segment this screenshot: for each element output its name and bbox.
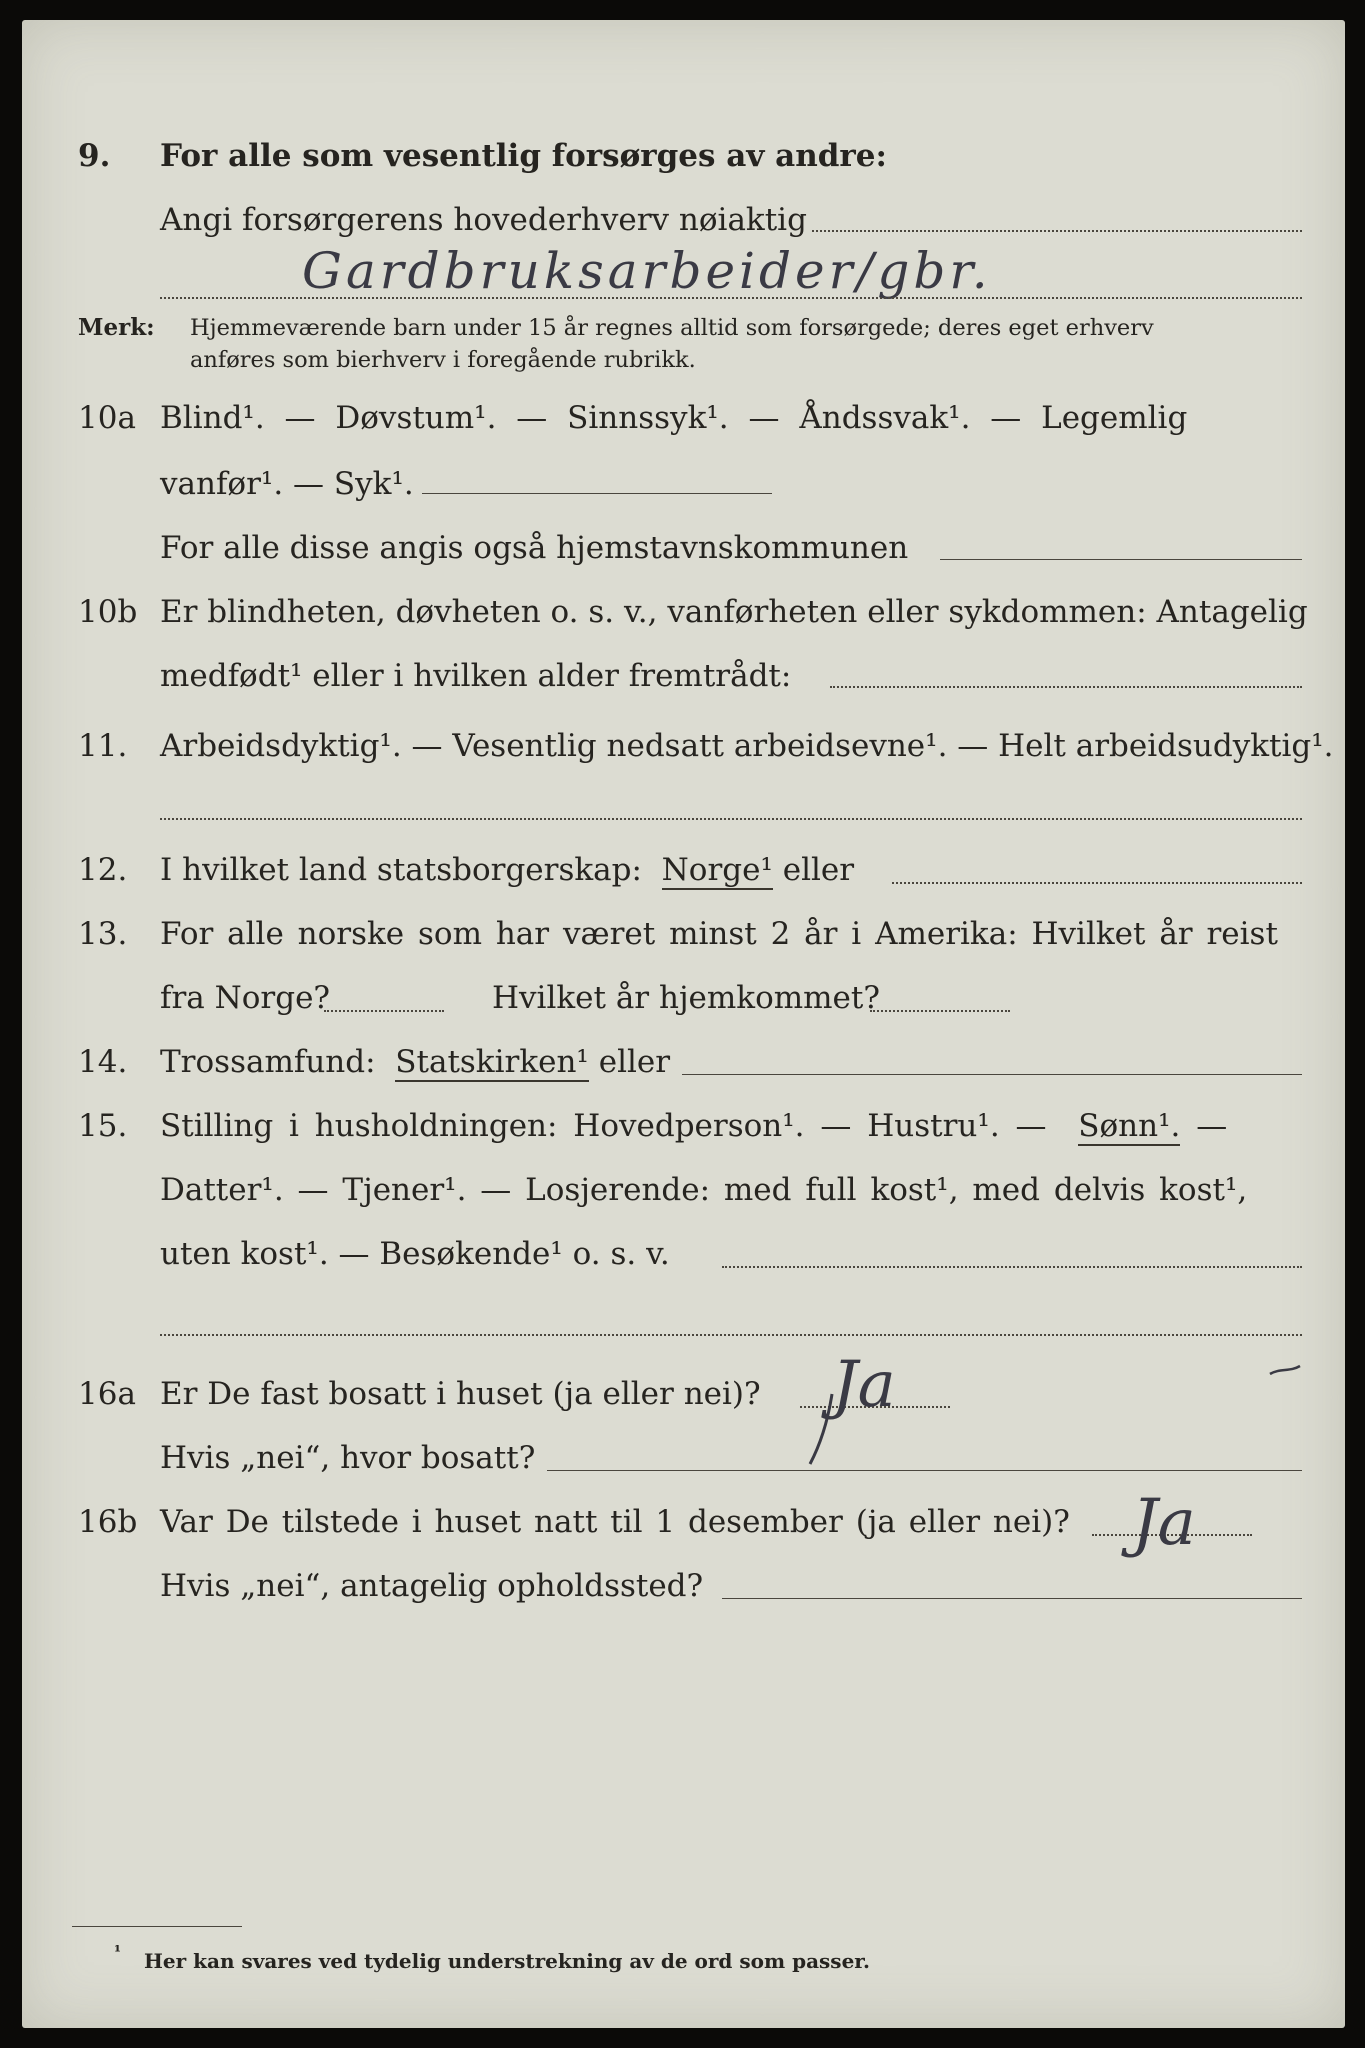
q10a-number: 10a: [78, 400, 136, 436]
q13-year-home-line: [870, 1010, 1010, 1012]
q16a-answer-handwriting: Ja: [832, 1348, 896, 1422]
q10a-line-3: For alle disse angis også hjemstavnskommunen: [160, 530, 909, 566]
q10b-line-1: Er blindheten, døvheten o. s. v., vanførheten eller sykdommen: Antagelig: [160, 594, 1308, 630]
q14-number: 14.: [78, 1044, 128, 1080]
q16a-dash-mark: [1266, 1362, 1306, 1382]
q12-label: [160, 852, 854, 888]
q16b-opholdssted-line: [722, 1598, 1302, 1599]
q15-line-3: uten kost¹. — Besøkende¹ o. s. v.: [160, 1236, 670, 1272]
q16b-line-2: Hvis „nei“, antagelig opholdssted?: [160, 1568, 704, 1604]
q9-answer-line-2: [160, 297, 1302, 299]
q14-answer-line: [682, 1074, 1302, 1075]
q12-post: eller: [782, 852, 855, 888]
q16a-number: 16a: [78, 1376, 136, 1412]
q9-answer-handwriting: Gardbruksarbeider/gbr.: [302, 242, 992, 300]
q14-statskirken-underlined: Statskirken¹: [395, 1044, 589, 1080]
q15-line-1a: Stilling i husholdningen: Hovedperson¹. — Hustru¹. —: [160, 1108, 1047, 1144]
q9-label: Angi forsørgerens hovederhverv nøiaktig: [160, 202, 807, 238]
q15-number: 15.: [78, 1108, 128, 1144]
footnote-rule: [72, 1926, 242, 1927]
q13-line-1: For alle norske som har været minst 2 år i Amerika: Hvilket år reist: [160, 916, 1278, 952]
q9-answer-line-1: [812, 230, 1302, 232]
q16b-answer-handwriting: Ja: [1132, 1486, 1196, 1560]
q15-line-1b: —: [1196, 1108, 1228, 1144]
q14-pre: Trossamfund:: [160, 1044, 376, 1080]
q12-number: 12.: [78, 852, 128, 888]
q12-pre: I hvilket land statsborgerskap:: [160, 852, 642, 888]
q10b-line-2: medfødt¹ eller i hvilken alder fremtrådt:: [160, 658, 792, 694]
q16a-line-1: Er De fast bosatt i huset (ja eller nei)?: [160, 1376, 761, 1412]
q13-line-2b: Hvilket år hjemkommet?: [492, 980, 880, 1016]
q16a-handwriting-stroke: [802, 1390, 842, 1470]
q11-line-1: Arbeidsdyktig¹. — Vesentlig nedsatt arbeidsevne¹. — Helt arbeidsudyktig¹.: [160, 728, 1334, 764]
q9-number: 9.: [78, 138, 111, 174]
q10b-answer-line: [830, 686, 1302, 688]
footnote-mark: ¹: [114, 1942, 122, 1961]
q10a-line-1: Blind¹. — Døvstum¹. — Sinnssyk¹. — Åndssvak¹. — Legemlig: [160, 400, 1188, 436]
q15-answer-line-1: [722, 1266, 1302, 1268]
q13-number: 13.: [78, 916, 128, 952]
q14-post: eller: [598, 1044, 671, 1080]
q14-label: [160, 1044, 670, 1080]
footnote-text: Her kan svares ved tydelig understrekning av de ord som passer.: [144, 1949, 870, 1973]
q13-line-2a: fra Norge?: [160, 980, 331, 1016]
q16a-bosatt-line: [547, 1470, 1302, 1471]
q16b-line-1: Var De tilstede i huset natt til 1 desember (ja eller nei)?: [160, 1504, 1070, 1540]
q11-answer-line: [160, 818, 1302, 820]
q12-norge-underlined: Norge¹: [661, 852, 773, 888]
q11-number: 11.: [78, 728, 128, 764]
q15-line-1: [160, 1108, 1227, 1144]
q13-year-left-line: [324, 1010, 444, 1012]
q10b-number: 10b: [78, 594, 138, 630]
q12-answer-line: [892, 882, 1302, 884]
census-form-page: [22, 20, 1345, 2028]
q16a-line-2: Hvis „nei“, hvor bosatt?: [160, 1440, 536, 1476]
q15-line-2: Datter¹. — Tjener¹. — Losjerende: med full kost¹, med delvis kost¹,: [160, 1172, 1248, 1208]
q10a-hjemstavn-line: [940, 559, 1302, 560]
merk-label: Merk:: [78, 314, 155, 341]
q9-title: For alle som vesentlig forsørges av andre:: [160, 138, 887, 174]
q10a-line-2: vanfør¹. — Syk¹.: [160, 466, 414, 502]
q10a-answer-line: [422, 493, 772, 494]
merk-line-2: anføres som bierhverv i foregående rubrikk.: [190, 347, 696, 373]
q16b-number: 16b: [78, 1504, 138, 1540]
q15-sonn-underlined: Sønn¹.: [1078, 1108, 1181, 1144]
q15-answer-line-2: [160, 1334, 1302, 1336]
merk-line-1: Hjemmeværende barn under 15 år regnes alltid som forsørgede; deres eget erhverv: [190, 315, 1154, 341]
